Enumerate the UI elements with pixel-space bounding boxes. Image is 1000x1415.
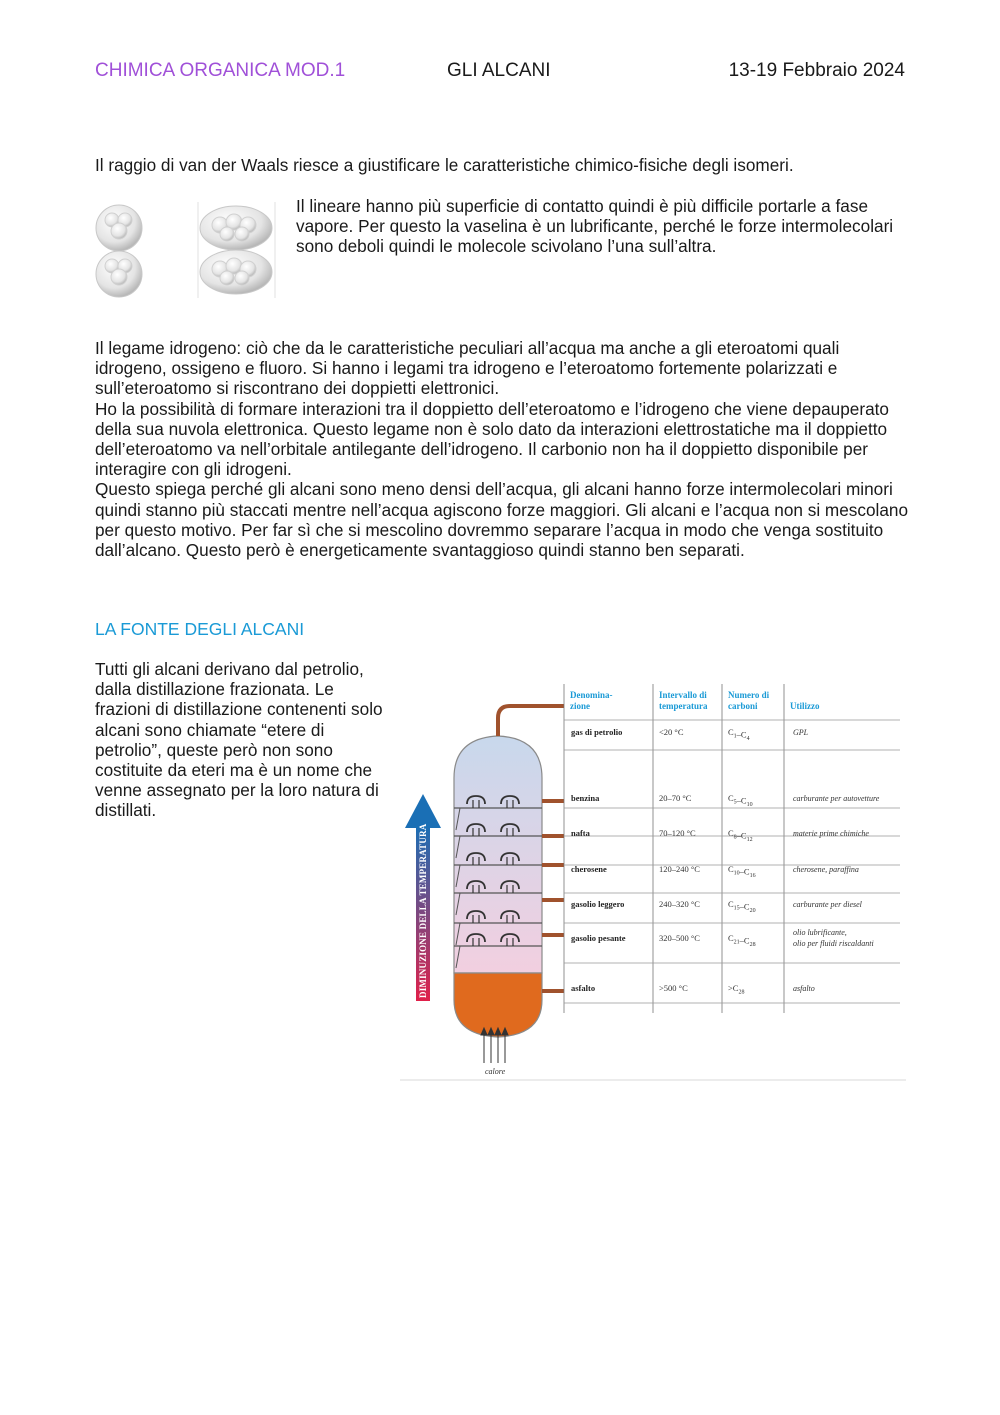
table-cell-carbons: $C_{10}-C_{16}$	[728, 864, 756, 879]
pipe-gas	[498, 706, 564, 736]
fractional-distillation-figure	[398, 678, 908, 1083]
table-cell-carbons: $C_8-C_{12}$	[728, 828, 753, 843]
fraction-table	[564, 684, 900, 1013]
table-cell-temp: 120–240 °C	[659, 864, 700, 874]
table-cell-carbons: $C_1-C_4$	[728, 727, 750, 742]
table-cell-name: benzina	[571, 793, 600, 803]
topic-title: GLI ALCANI	[447, 60, 551, 81]
table-cell-use: GPL	[793, 728, 809, 737]
hydrogen-bond-paragraph: Il legame idrogeno: ciò che da le caratteristiche peculiari all’acqua ma anche a gli eteroatomi quali idrogeno, ossigeno e fluoro. Si hanno i legami tra idrogeno e l’eteroatomo fortemente polarizzati e sull’eteroatomo si riscontrano dei doppietti elettronici. Ho la possibilità di formare interazioni tra il doppietto dell’eteroatomo e l’idrogeno che viene depauperato della sua nuvola elettronica. Questo legame non è solo dato da interazioni elettrostatiche ma il doppietto dell’eteroatomo va nell’orbitale antilegante dell’idrogeno. Il carbonio non ha il doppietto disponibile per interagire con gli idrogeni. Questo spiega perché gli alcani sono meno densi dell’acqua, gli alcani hanno forze intermolecolari minori quindi stanno più staccati mentre nell’acqua agiscono forze maggiori. Gli alcani e l’acqua non si mescolano per questo motivo. Per far sì che si mescolino dovremmo separare l’acqua in modo che venga sostituito dall’alcano. Questo però è energeticamente svantaggioso quindi stanno ben separati.	[95, 338, 909, 561]
heat-label: calore	[485, 1067, 506, 1076]
table-cell-temp: 320–500 °C	[659, 933, 700, 943]
table-cell-use: carburante per autovetture	[793, 794, 880, 803]
table-cell-use: carburante per diesel	[793, 900, 862, 909]
table-header-1: Intervallo di temperatura	[659, 690, 708, 711]
table-cell-name: cherosene	[571, 864, 607, 874]
table-cell-use: olio lubrificante, olio per fluidi riscaldanti	[793, 928, 874, 948]
table-cell-name: gas di petrolio	[571, 727, 623, 737]
temperature-arrowhead	[405, 794, 441, 828]
table-header-3: Utilizzo	[790, 701, 820, 711]
table-cell-temp: 70–120 °C	[659, 828, 696, 838]
table-cell-use: materie prime chimiche	[793, 829, 869, 838]
table-cell-temp: 20–70 °C	[659, 793, 692, 803]
date: 13-19 Febbraio 2024	[728, 60, 905, 81]
course-title: CHIMICA ORGANICA MOD.1	[95, 60, 346, 81]
alkane-source-paragraph: Tutti gli alcani derivano dal petrolio, dalla distillazione frazionata. Le frazioni di distillazione contenenti solo alcani sono chiamate “etere di petrolio”, queste però non sono costituite da eteri ma è un nome che venne assegnato per la loro natura di distillati.	[95, 659, 383, 821]
table-cell-temp: >500 °C	[659, 983, 688, 993]
table-cell-use: cherosene, paraffina	[793, 865, 859, 874]
intro-paragraph: Il raggio di van der Waals riesce a giustificare le caratteristiche chimico-fisiche degli isomeri.	[95, 155, 794, 175]
table-cell-use: asfalto	[793, 984, 815, 993]
table-cell-name: nafta	[571, 828, 590, 838]
table-cell-name: gasolio pesante	[571, 933, 626, 943]
table-header-0: Denomina-zione	[570, 690, 613, 711]
section-title: LA FONTE DEGLI ALCANI	[95, 619, 305, 639]
table-cell-name: asfalto	[571, 983, 596, 993]
linear-isomer-paragraph: Il lineare hanno più superficie di contatto quindi è più difficile portarle a fase vapore. Per questo la vaselina è un lubrificante, perché le forze intermolecolari sono deboli quindi le molecole scivolano l’una sull’altra.	[296, 196, 894, 257]
table-header-2: Numero di carboni	[728, 690, 770, 711]
branched-isomer-model	[92, 202, 148, 300]
table-cell-carbons: $C_{21}-C_{28}$	[728, 933, 756, 948]
linear-isomer-model	[196, 200, 278, 300]
table-cell-carbons: $C_{15}-C_{20}$	[728, 899, 756, 914]
table-cell-temp: 240–320 °C	[659, 899, 700, 909]
table-cell-carbons: $C_5-C_{10}$	[728, 793, 753, 808]
arrow-label: DIMINUZIONE DELLA TEMPERATURA	[418, 823, 428, 998]
table-cell-carbons: $>C_{28}$	[728, 983, 745, 996]
table-cell-name: gasolio leggero	[571, 899, 625, 909]
table-cell-temp: <20 °C	[659, 727, 684, 737]
